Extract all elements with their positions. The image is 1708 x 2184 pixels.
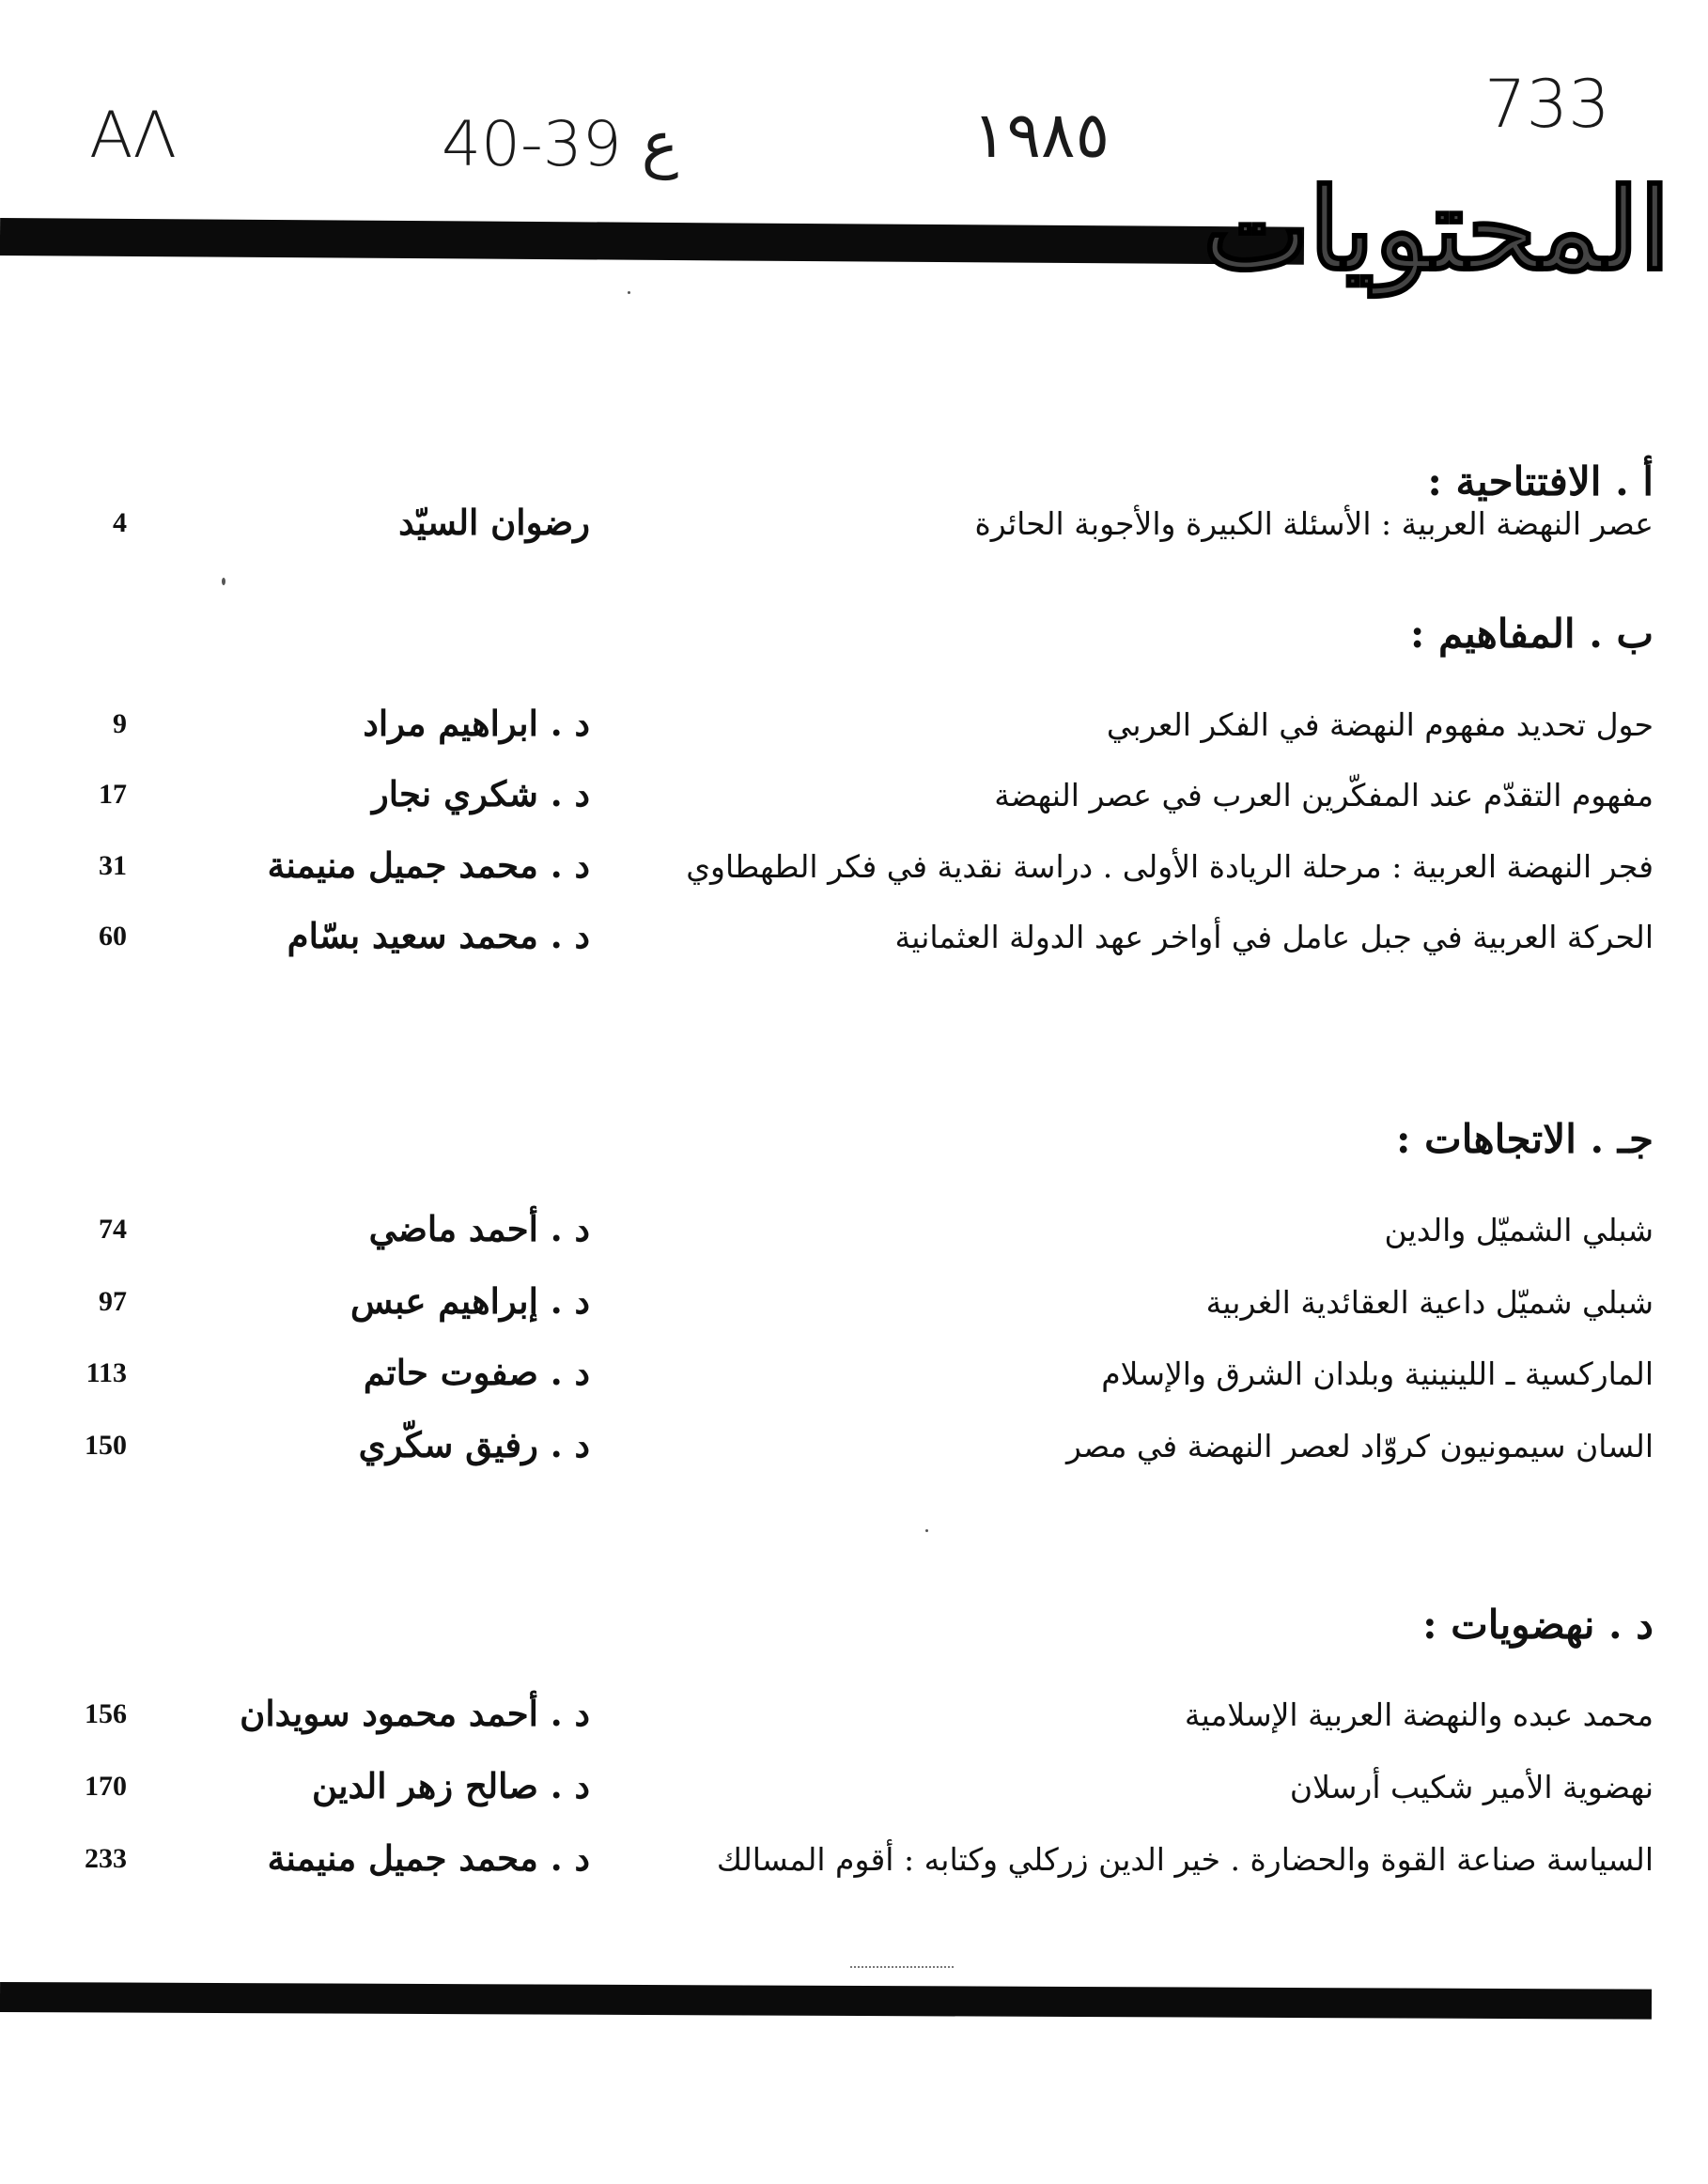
toc-entry-title: شبلي شميّل داعية العقائدية الغربية xyxy=(1205,1284,1654,1321)
toc-entry-title: الحركة العربية في جبل عامل في أواخر عهد الدولة العثمانية xyxy=(894,919,1654,955)
toc-row xyxy=(0,502,1708,562)
handwritten-year: ١٩٨٥ xyxy=(972,99,1110,173)
toc-row xyxy=(0,703,1708,763)
toc-row xyxy=(0,773,1708,833)
toc-entry-page: 4 xyxy=(113,507,127,538)
toc-entry-page: 74 xyxy=(99,1214,127,1245)
toc-entry-page: 150 xyxy=(85,1430,127,1461)
bottom-rule xyxy=(0,1982,1652,2020)
toc-row xyxy=(0,1765,1708,1825)
toc-entry-author: د . شكري نجار xyxy=(371,773,590,814)
scan-speck xyxy=(925,1529,928,1532)
section-heading-opening: أ . الافتتاحية : xyxy=(1427,458,1654,504)
toc-entry-page: 31 xyxy=(99,850,127,881)
section-heading-trends: جـ . الاتجاهات : xyxy=(1396,1116,1654,1162)
toc-entry-page: 170 xyxy=(85,1771,127,1802)
handwritten-issue-note: 40-39 ع xyxy=(442,108,679,180)
toc-entry-author: رضوان السيّد xyxy=(398,502,590,543)
toc-entry-author: د . صالح زهر الدين xyxy=(312,1765,590,1806)
toc-row xyxy=(0,915,1708,975)
toc-entry-page: 9 xyxy=(113,708,127,739)
toc-entry-title: حول تحديد مفهوم النهضة في الفكر العربي xyxy=(1106,706,1654,743)
toc-row xyxy=(0,1693,1708,1753)
scan-speck xyxy=(628,291,630,294)
handwritten-note-left: ΑΛ xyxy=(89,99,178,173)
toc-row xyxy=(0,1424,1708,1484)
toc-entry-title: السياسة صناعة القوة والحضارة . خير الدين زركلي وكتابه : أقوم المسالك xyxy=(716,1841,1654,1878)
toc-entry-author: د . أحمد محمود سويدان xyxy=(240,1693,590,1734)
toc-entry-page: 60 xyxy=(99,921,127,952)
toc-row xyxy=(0,1280,1708,1340)
toc-entry-author: د . ابراهيم مراد xyxy=(363,703,590,744)
toc-entry-title: محمد عبده والنهضة العربية الإسلامية xyxy=(1184,1696,1654,1733)
toc-entry-page: 17 xyxy=(99,779,127,810)
toc-entry-author: د . محمد جميل منيمنة xyxy=(267,844,590,886)
toc-entry-author: د . أحمد ماضي xyxy=(368,1208,590,1249)
handwritten-catalog-number: 733 xyxy=(1484,66,1610,143)
toc-entry-title: فجر النهضة العربية : مرحلة الريادة الأولى . دراسة نقدية في فكر الطهطاوي xyxy=(686,848,1654,885)
toc-entry-author: د . محمد سعيد بسّام xyxy=(287,915,590,956)
toc-entry-page: 97 xyxy=(99,1286,127,1317)
toc-entry-author: د . إبراهيم عبس xyxy=(350,1280,590,1322)
toc-entry-page: 113 xyxy=(85,1357,127,1388)
scan-speck xyxy=(222,578,225,585)
scan-dotted-mark xyxy=(850,1966,954,1968)
top-rule xyxy=(0,218,1304,265)
toc-row xyxy=(0,1837,1708,1897)
toc-entry-page: 156 xyxy=(85,1698,127,1729)
toc-row xyxy=(0,844,1708,905)
section-heading-renaissance-studies: د . نهضويات : xyxy=(1422,1602,1654,1648)
toc-entry-title: السان سيمونيون كروّاد لعصر النهضة في مصر xyxy=(1065,1428,1654,1464)
toc-entry-title: الماركسية ـ اللينينية وبلدان الشرق والإسلام xyxy=(1101,1355,1654,1392)
toc-entry-author: د . محمد جميل منيمنة xyxy=(267,1837,590,1879)
toc-entry-page: 233 xyxy=(85,1843,127,1874)
toc-entry-title: نهضوية الأمير شكيب أرسلان xyxy=(1289,1769,1654,1805)
toc-entry-title: شبلي الشميّل والدين xyxy=(1384,1212,1654,1248)
section-heading-concepts: ب . المفاهيم : xyxy=(1409,611,1654,657)
toc-row xyxy=(0,1208,1708,1268)
page-title: المحتويات xyxy=(1203,163,1670,296)
toc-row xyxy=(0,1352,1708,1412)
toc-entry-author: د . رفيق سكّري xyxy=(358,1424,590,1465)
toc-entry-title: مفهوم التقدّم عند المفكّرين العرب في عصر النهضة xyxy=(994,777,1654,813)
toc-entry-author: د . صفوت حاتم xyxy=(363,1352,590,1393)
toc-entry-title: عصر النهضة العربية : الأسئلة الكبيرة والأجوبة الحائرة xyxy=(974,505,1654,542)
